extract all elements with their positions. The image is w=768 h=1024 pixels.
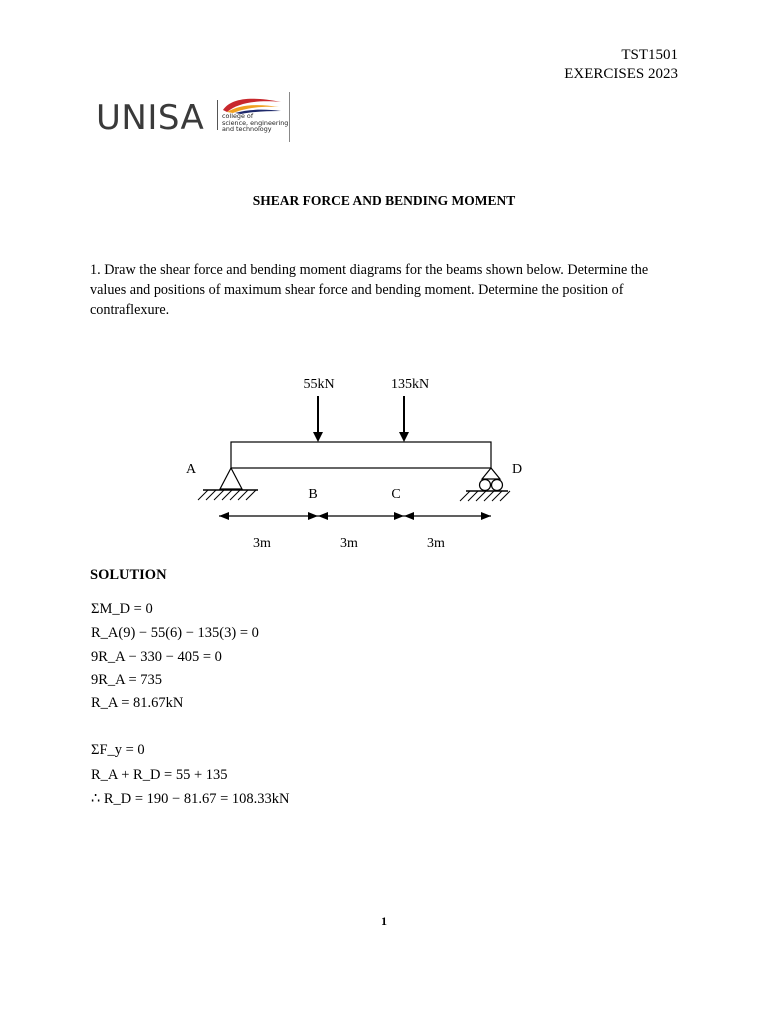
logo-college-text: college of science, engineering and technology xyxy=(222,112,289,134)
equation-4: 9R_A = 735 xyxy=(91,672,163,688)
point-label-c: C xyxy=(391,487,401,502)
load-arrow-b xyxy=(313,396,323,442)
solution-heading: SOLUTION xyxy=(90,567,167,583)
load-arrow-c xyxy=(399,396,409,442)
course-code: TST1501 xyxy=(621,47,678,63)
point-label-a: A xyxy=(185,462,197,477)
load-label-55kn: 55kN xyxy=(303,377,335,392)
question-text: 1. Draw the shear force and bending moment diagrams for the beams shown below. Determine the values and positions of maximum shear force and bending moment. Determine the position of contraflexure. xyxy=(90,262,649,318)
dimension-line xyxy=(219,512,491,520)
roller-support-d xyxy=(460,468,510,501)
equation-1: ΣM_D = 0 xyxy=(91,601,153,617)
equation-6: ΣF_y = 0 xyxy=(91,742,145,758)
span-label-cd: 3m xyxy=(427,536,445,551)
exercises-year: EXERCISES 2023 xyxy=(564,66,678,82)
equation-2: R_A(9) − 55(6) − 135(3) = 0 xyxy=(91,625,259,641)
span-label-ab: 3m xyxy=(253,536,271,551)
page-number: 1 xyxy=(381,914,387,928)
equation-7: R_A + R_D = 55 + 135 xyxy=(91,767,228,783)
point-label-d: D xyxy=(511,462,523,477)
load-label-135kn: 135kN xyxy=(390,377,430,392)
equation-5: R_A = 81.67kN xyxy=(91,695,184,711)
equation-8: ∴ R_D = 190 − 81.67 = 108.33kN xyxy=(91,791,290,807)
beam xyxy=(231,442,491,468)
equation-3: 9R_A − 330 − 405 = 0 xyxy=(91,649,222,665)
span-label-bc: 3m xyxy=(340,536,358,551)
logo-wordmark: UNISA xyxy=(96,98,205,138)
pin-support-a xyxy=(198,468,258,500)
page-title: SHEAR FORCE AND BENDING MOMENT xyxy=(252,193,516,208)
point-label-b: B xyxy=(308,487,318,502)
